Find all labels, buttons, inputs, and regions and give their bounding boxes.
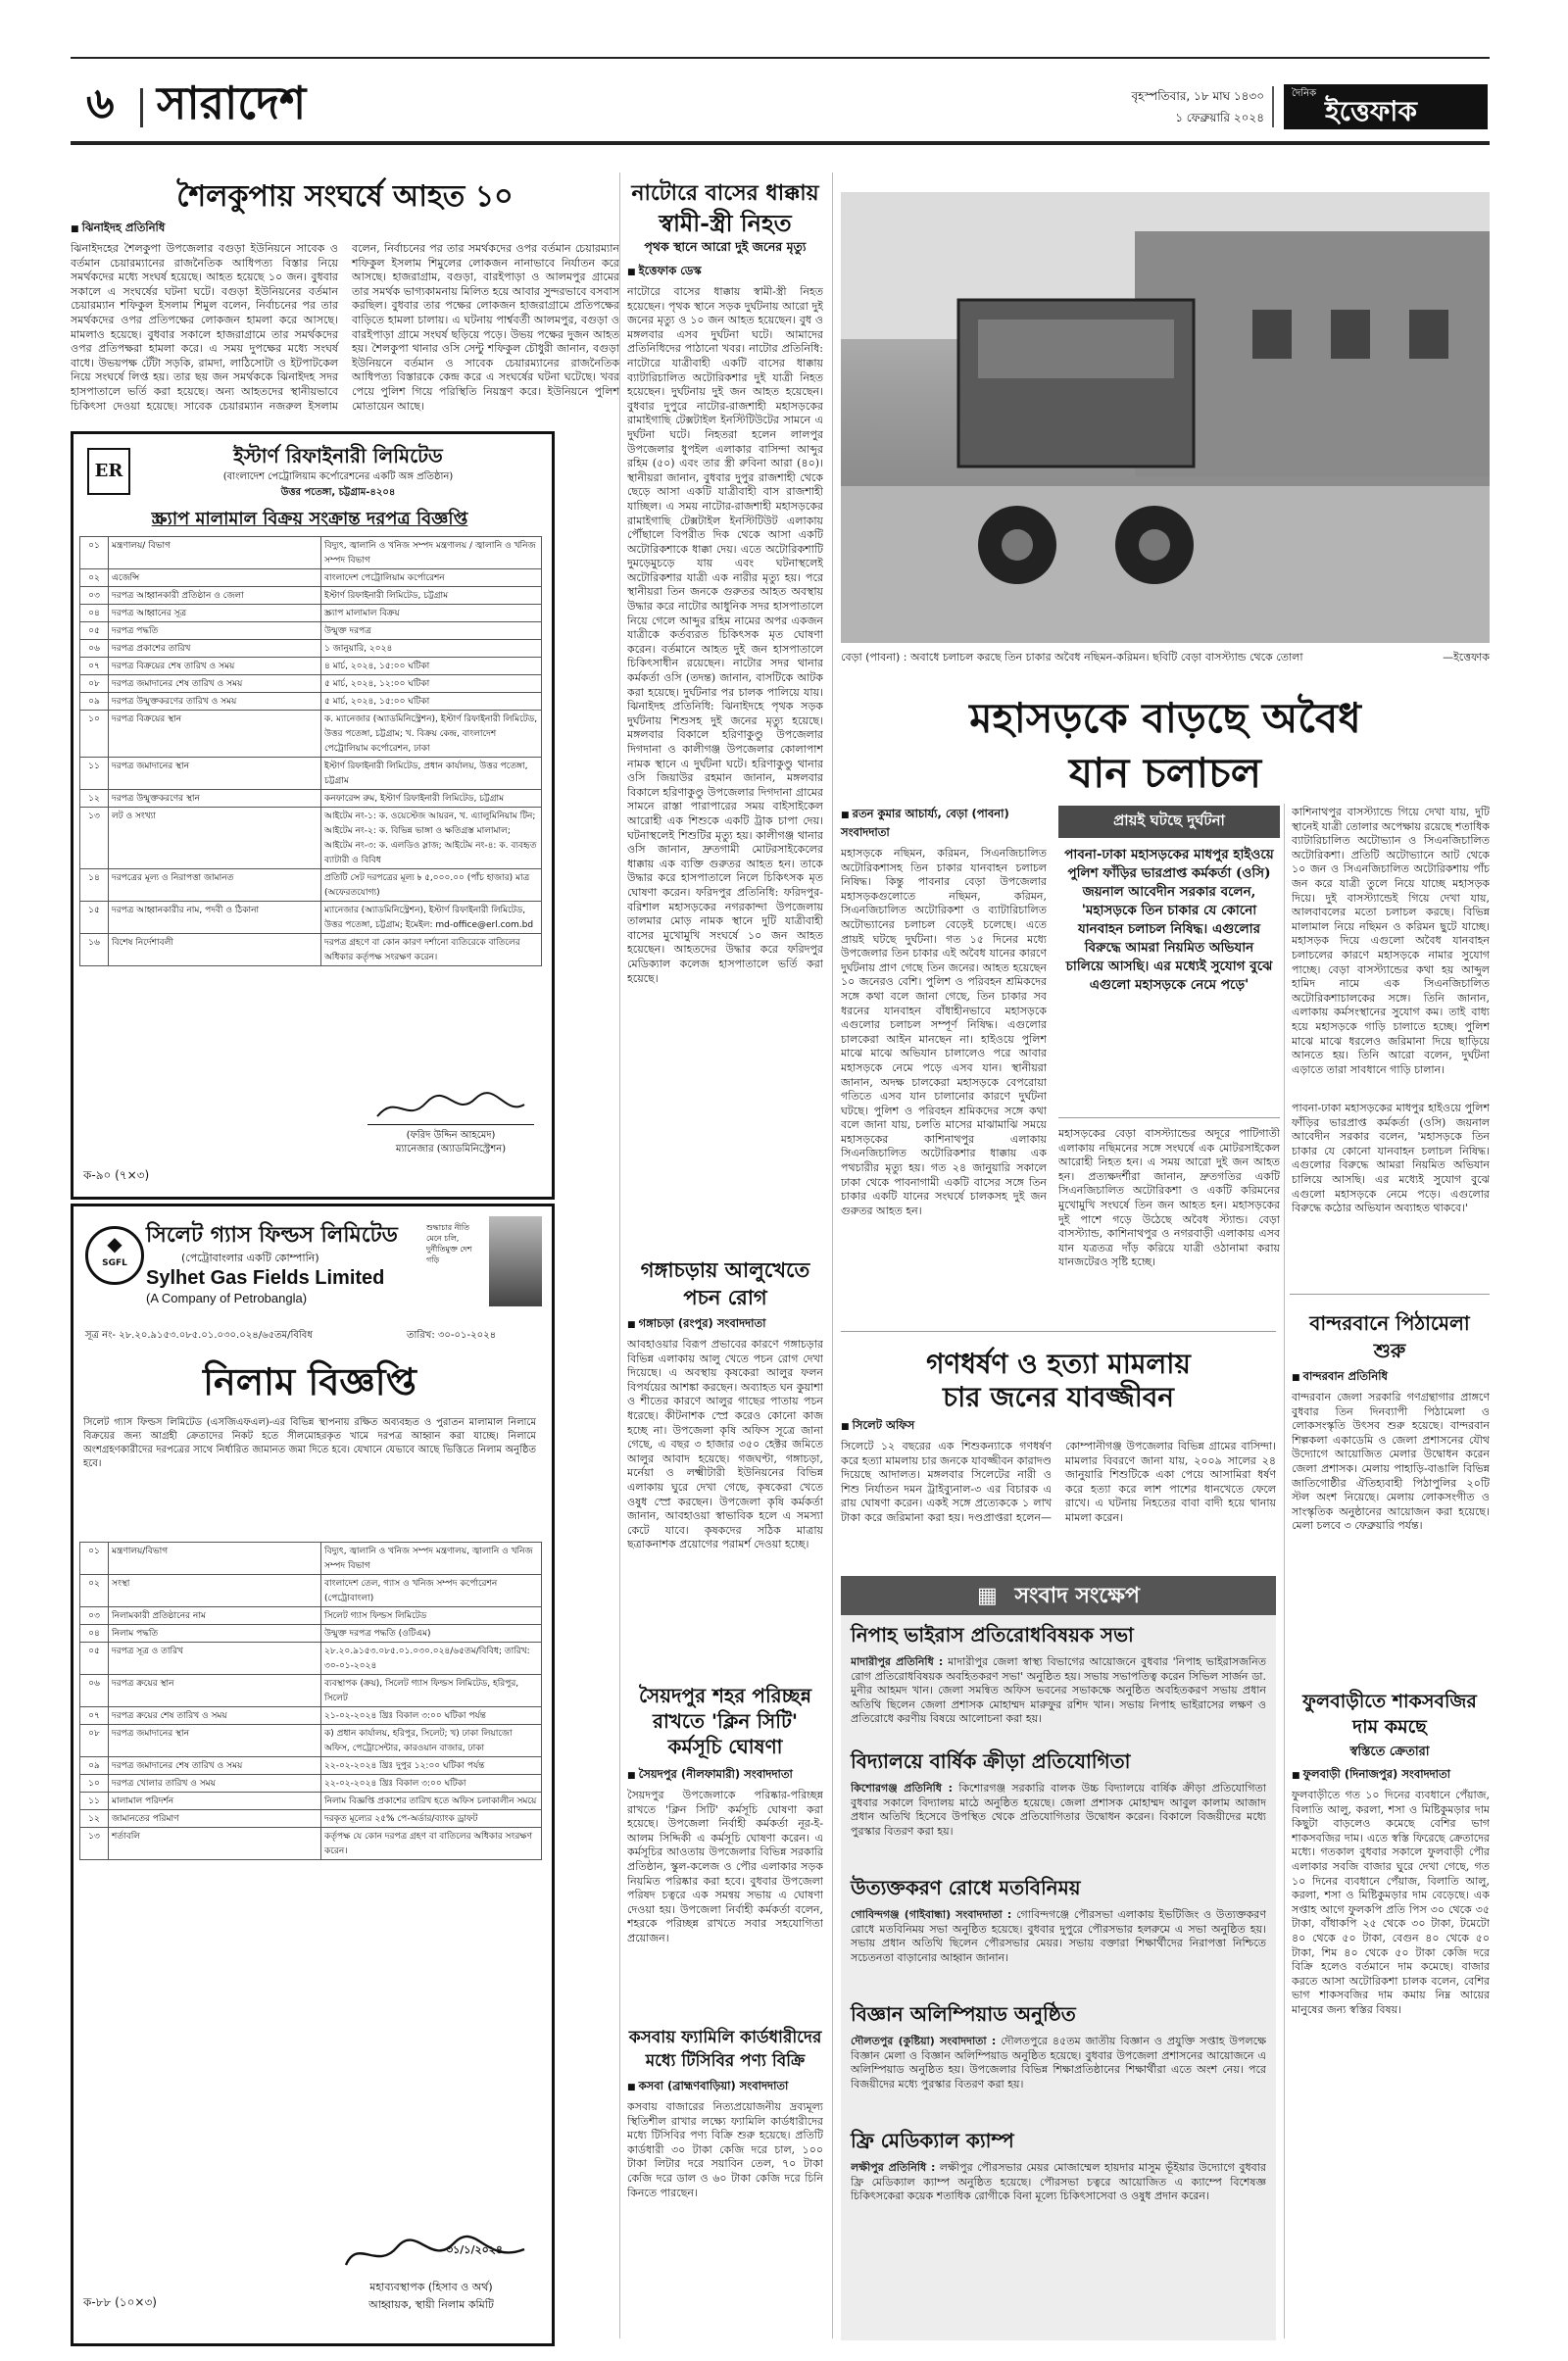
body-shoilkupa: ঝিনাইদহের শৈলকুপা উপজেলার বগুড়া ইউনিয়নে সাবেক ও বর্তমান চেয়ারম্যানের রাজনৈতিক আধিপত্য বিস্তার নিয়ে সমর্থকদের মধ্যে সংঘর্ষ হয়েছে। আহত হয়েছে ১০ জন। বুধবার সকালে এ সংঘর্ষের ঘটনা ঘটে। বগুড়া ইউনিয়নের বর্তমান চেয়ারম্যান শফিকুল ইসলাম শিমুল বলেন, নির্বাচনের পর তার সমর্থকদের ওপর প্রতিপক্ষের লোকজন হামলা করে আসছে। মামলাও হয়েছে। বুধবার সকালে হাজরাগ্রামে তার সমর্থকদের ওপর প্রতিপক্ষরা হামলা করে। এ সময় দুপক্ষের মধ্যে সংঘর্ষ বাধে। উভয়পক্ষ টেঁটা সড়কি, রামদা, লাঠিসোটা ও ইটপাটকেল নিয়ে সংঘর্ষে লিপ্ত হয়। তার ছয় জন সমর্থককে ঝিনাইদহ সদর হাসপাতালে ভর্তি করা হয়েছে। অন্য আহতদের স্থানীয়ভাবে চিকিৎসা দেওয়া হয়েছে। সাবেক চেয়ারম্যান নজরুল ইসলাম বলেন, নির্বাচনের পর তার সমর্থকদের ওপর বর্তমান চেয়ারম্যান শফিকুল ইসলাম শিমুলের লোকজন নানাভাবে নির্যাতন করে আসছে। হাজরাগ্রাম, বগুড়া, বারইপাড়া ও আলমপুর গ্রামের তার সমর্থক ভাগ্যকামনায় মিলিত হয়ে আবার সুন্দরভাবে বসবাস করছিল। বুধবার তার পক্ষের লোকজন হাজরাগ্রামে প্রতিপক্ষের বাড়িতে হামলা চালায়। এ ঘটনায় পার্শ্ববর্তী আলমপুর, বগুড়া ও বারইপাড়া গ্রামে সংঘর্ষ ছড়িয়ে পড়ে। উভয় পক্ষের দুজন আহত হয়। শৈলকুপা থানার ওসি সেন্টু শফিকুল চৌধুরী জানান, বগুড়া ইউনিয়নে বর্তমান ও সাবেক চেয়ারম্যানের রাজনৈতিক আধিপত্য বিস্তারকে কেন্দ্র করে এ সংঘর্ষের ঘটনা ঘটেছে। খবর পেয়ে পুলিশ গিয়ে পরিস্থিতি নিয়ন্ত্রণ করে। ইউনিয়নে পুলিশ মোতায়েন আছে। [71,242,619,413]
row-number: ১২ [80,790,109,808]
page-number-divider [140,88,143,127]
row-number: ১২ [80,1810,109,1828]
sgfl-table [79,1542,542,1860]
row-number: ০২ [80,1575,109,1607]
row-number: ১৩ [80,808,109,869]
row-value: ক) প্রধান কার্যালয়, হরিপুর, সিলেট; খ) ঢাকা লিয়াজো অফিস, পেট্রোসেন্টার, কারওয়ান বাজার, ঢাকা [321,1725,542,1757]
table-row [80,758,542,790]
row-number: ১০ [80,711,109,758]
byline-gangachara: ■ গঙ্গাচড়া (রংপুর) সংবাদদাতা [627,1315,823,1334]
top-rule [71,57,1490,59]
row-value: বাংলাদেশ পেট্রোলিয়াম কর্পোরেশন [321,569,542,587]
portrait-image [489,1216,542,1306]
table-row [80,1775,542,1793]
headline-saidpur-2: রাখতে 'ক্লিন সিটি' [652,1709,799,1733]
body-saidpur: সৈয়দপুর উপজেলাকে পরিষ্কার-পরিচ্ছন্ন রাখতে 'ক্লিন সিটি' কর্মসূচি ঘোষণা করা হয়েছে। উপজেলা নির্বাহী কর্মকর্তা নূর-ই-আলম সিদ্দিকী এ কর্মসূচি ঘোষণা করেন। এ কর্মসূচির আওতায় উপজেলার বিভিন্ন সরকারি প্রতিষ্ঠান, স্কুল-কলেজ ও পৌর এলাকার সড়ক নিয়মিত পরিষ্কার করা হবে। বুধবার উপজেলা পরিষদ চত্বরে এক সমন্বয় সভায় এ ঘোষণা দেওয়া হয়। উপজেলা নির্বাহী কর্মকর্তা বলেন, শহরকে পরিচ্ছন্ন রাখতে সবার সহযোগিতা প্রয়োজন। [627,1789,823,1944]
sgfl-company-bn: সিলেট গ্যাস ফিল্ডস লিমিটেড [146,1222,398,1248]
row-value: উন্মুক্ত দরপত্র [321,622,542,640]
row-label: সংস্থা [109,1575,321,1607]
brief-byline: লক্ষীপুর প্রতিনিধি : [851,2161,936,2174]
brief-byline: গোবিন্দগঞ্জ (গাইবান্ধা) সংবাদদাতা : [851,1908,1012,1921]
row-value: ব্যবস্থাপক (ক্রয়), সিলেট গ্যাস ফিল্ডস লিমিটেড, হরিপুর, সিলেট [321,1675,542,1707]
row-label: দরপত্র উন্মুক্তকরণের স্থান [109,790,321,808]
kicker-natore: পৃথক স্থানে আরো দুই জনের মৃত্যু [644,239,807,254]
sgfl-company-en: Sylhet Gas Fields Limited [146,1267,385,1289]
row-value: ২১-০২-২০২৪ খ্রিঃ বিকাল ৩:০০ ঘটিকা পর্যন্ত [321,1707,542,1725]
row-value: কনফারেন্স রুম, ইস্টার্ণ রিফাইনারী লিমিটেড, চট্টগ্রাম [321,790,542,808]
brief-body [851,1655,1266,1742]
briefs-list [841,1621,1276,2234]
row-number: ০৫ [80,1643,109,1675]
date-line: বৃহস্পতিবার, ১৮ মাঘ ১৪৩০ [1131,89,1264,103]
byline-rape: ■ সিলেট অফিস [841,1417,1276,1436]
headline-bandarban-2: শুরু [1373,1339,1406,1362]
row-number: ০৮ [80,675,109,693]
table-row [80,1707,542,1725]
divider-bandarban [1290,1294,1490,1295]
row-label: বিশেষ নির্দেশাবলী [109,934,321,966]
headline-shoilkupa: শৈলকুপায় সংঘর্ষে আহত ১০ [176,179,514,214]
byline-highway: ■ রতন কুমার আচার্য্য, বেড়া (পাবনা) সংবাদদাতা [841,806,1047,843]
body-rape: সিলেটে ১২ বছরের এক শিশুকন্যাকে গণধর্ষণ করে হত্যা মামলায় চার জনকে যাবজ্জীবন কারাদণ্ড দিয়েছে আদালত। মঙ্গলবার সিলেটের নারী ও শিশু নির্যাতন দমন ট্রাইব্যুনাল-৩ এর বিচারক এ রায় ঘোষণা করেন। একই সঙ্গে প্রত্যেককে ১ লাখ টাকা করে জরিমানা করা হয়। দণ্ডপ্রাপ্তরা হলেন— কোম্পানীগঞ্জ উপজেলার বিভিন্ন গ্রামের বাসিন্দা। মামলার বিবরণে জানা যায়, ২০০৯ সালের ২৪ জানুয়ারি শিশুটিকে একা পেয়ে আসামিরা ধর্ষণ করে হত্যা করে লাশ পাশের ধানখেতে ফেলে রাখে। এ ঘটনায় নিহতের বাবা বাদী হয়ে থানায় মামলা করেন। [841,1440,1276,1524]
row-value: ২৮.২০.৯১৫৩.০৮৫.০১.০৩০.০২৪/৬৫তম/বিবিধ; তারিখ: ৩০-০১-২০২৪ [321,1643,542,1675]
row-number: ০৩ [80,587,109,605]
byline-bandarban: ■ বান্দরবান প্রতিনিধি [1292,1368,1490,1387]
table-row [80,1793,542,1810]
callout-tag: প্রায়ই ঘটছে দুর্ঘটনা [1058,806,1280,838]
section-title: সারাদেশ [157,76,307,129]
brief-title: উত্যক্তকরণ রোধে মতবিনিময় [851,1876,1081,1899]
body-gangachara: আবহাওয়ার বিরূপ প্রভাবের কারণে গঙ্গাচড়ার বিভিন্ন এলাকায় আলু খেতে পচন রোগ দেখা দিয়েছে। এ অবস্থায় কৃষকেরা আলুর ফলন বিপর্যয়ের আশঙ্কা করছেন। অব্যাহত ঘন কুয়াশা ও শীতের কারণে আলুর গাছের পাতায় পচন ধরেছে। কীটনাশক স্প্রে করেও কোনো কাজ হচ্ছে না। উপজেলা কৃষি অফিস সূত্রে জানা গেছে, এ বছর ৩ হাজার ৩৫০ হেক্টর জমিতে আলুর আবাদ হয়েছে। গজঘণ্টা, গঙ্গাচড়া, মর্নেয়া ও লক্ষ্মীটারী ইউনিয়নের বিভিন্ন এলাকায় ঘুরে দেখা গেছে, কৃষকেরা খেতে ওষুধ স্প্রে করছেন। উপজেলা কৃষি কর্মকর্তা জানান, আবহাওয়া স্বাভাবিক হলে এ সমস্যা কেটে যাবে। কৃষকদের সঠিক মাত্রায় ছত্রাকনাশক প্রয়োগের পরামর্শ দেওয়া হচ্ছে। [627,1338,823,1551]
row-value: দরকৃত মূল্যের ২৫% পে-অর্ডার/ব্যাংক ড্রাফট [321,1810,542,1828]
logo-small-text: দৈনিক [1292,88,1317,99]
table-row [80,808,542,869]
callout-box [1058,806,1280,1118]
headline-highway-1: মহাসড়কে বাড়ছে অবৈধ [969,694,1361,742]
row-label: দরপত্র পদ্ধতি [109,622,321,640]
brief-title: ফ্রি মেডিক্যাল ক্যাম্প [851,2129,1014,2152]
table-row [80,537,542,569]
date-divider [1272,86,1274,127]
row-value: ১ জানুয়ারি, ২০২৪ [321,640,542,658]
newspaper-logo [1284,84,1488,129]
erl-ad-code: ক-৯০ (৭×৩) [83,1168,150,1182]
row-number: ০১ [80,537,109,569]
body-highway-1: মহাসড়কে নছিমন, করিমন, সিএনজিচালিত অটোরিকশাসহ তিন চাকার যানবাহন চলাচল নিষিদ্ধ। কিন্তু পাবনার বেড়া উপজেলার মহাসড়কগুলোতে নছিমন, করিমন, সিএনজিচালিত অটোরিকশা ও ব্যাটারিচালিত অটোভ্যানের চলাচল বেড়েই চলেছে। এতে প্রায়ই ঘটছে দুর্ঘটনা। গত ১৫ দিনের মধ্যে উপজেলার তিন চাকার এই অবৈধ যানের কারণে দুর্ঘটনায় প্রাণ গেছে তিন জনের। আহত হয়েছেন ১০ জনেরও বেশি। পুলিশ ও পরিবহন শ্রমিকদের সঙ্গে কথা বলে জানা গেছে, তিন চাকার সব ধরনের যানবাহন বাঁধাহীনভাবে মহাসড়কে এগুলোর চলাচল সম্পূর্ণ নিষিদ্ধ। এগুলোর চালকেরা আইন মানছেন না। হাইওয়ে পুলিশ মাঝে মাঝে অভিযান চালালেও পরে আবার মহাসড়কে নেমে পড়ে এসব যান। স্থানীয়রা জানান, অদক্ষ চালকেরা মহাসড়কে বেপরোয়া গতিতে এসব যান চালানোর কারণে দুর্ঘটনা ঘটছে। পুলিশ ও পরিবহন শ্রমিকদের সঙ্গে কথা বলে জানা যায়, চলতি মাসের মাঝামাঝি সময়ে মহাসড়কের কাশিনাথপুর এলাকায় সিএনজিচালিত অটোরিকশার ধাক্কায় এক পথচারীর মৃত্যু হয়। গত ২৪ জানুয়ারি সকালে ঢাকা থেকে পাবনাগামী একটি বাসের সঙ্গে তিন চাকার একটি যানের সংঘর্ষে চালকসহ দুই জন গুরুতর আহত হন। [841,847,1047,1217]
row-label: দরপত্র আহ্বানকারী প্রতিষ্ঠান ও জেলা [109,587,321,605]
table-row [80,1757,542,1775]
body-natore: নাটোরে বাসের ধাক্কায় স্বামী-স্ত্রী নিহত হয়েছেন। পৃথক স্থানে সড়ক দুর্ঘটনায় আরো দুই জনের মৃত্যু ও ১০ জন আহত হয়েছেন। বুধ ও মঙ্গলবার এসব দুর্ঘটনা ঘটে। আমাদের প্রতিনিধিদের পাঠানো খবর। নাটোর প্রতিনিধি: নাটোরে যাত্রীবাহী একটি বাসের ধাক্কায় ব্যাটারিচালিত অটোরিকশার দুই যাত্রী নিহত হয়েছেন। দুর্ঘটনায় দুই জন আহত হয়েছেন। বুধবার দুপুরে নাটোর-রাজশাহী মহাসড়কের রামাইগাছি টেক্সটাইল ইনস্টিটিউটের সামনে এ দুর্ঘটনা ঘটে। নিহতরা হলেন লালপুর উপজেলার ধুপইল এলাকার বাসিন্দা আব্দুর রহিম (৫০) এবং তার স্ত্রী রুবিনা আরা (৪০)। স্থানীয়রা জানান, বুধবার দুপুর রাজশাহী থেকে ছেড়ে আসা একটি যাত্রীবাহী বাস রাজশাহী যাচ্ছিল। এ সময় নাটোর-রাজশাহী মহাসড়কের রামাইগাছি টেক্সটাইল ইনস্টিটিউট এলাকায় পৌঁছালে বিপরীত দিক থেকে আসা একটি অটোরিকশাকে ধাক্কা দেয়। এতে অটোরিকশাটি দুমড়েমুচড়ে যায় এবং ঘটনাস্থলেই অটোরিকশার যাত্রী এক নারীর মৃত্যু হয়। পরে স্থানীয়রা তিন জনকে গুরুতর আহত অবস্থায় উদ্ধার করে নাটোর আধুনিক সদর হাসপাতালে নিয়ে গেলে আব্দুর রহিম নামের অপর একজন যাত্রীকে কর্তব্যরত চিকিৎসক মৃত ঘোষণা করেন। বর্তমানে আহত দুই জন হাসপাতালে চিকিৎসাধীন রয়েছেন। নাটোর সদর থানার কর্মকর্তা ওসি (তদন্ত) জানান, বাসটিকে আটক করা হয়েছে। দুর্ঘটনার পর চালক পালিয়ে যায়। ঝিনাইদহ প্রতিনিধি: ঝিনাইদহে পৃথক সড়ক দুর্ঘটনায় শিশুসহ দুই জনের মৃত্যু হয়েছে। মঙ্গলবার বিকালে হরিণাকুণ্ডু উপজেলার দিগদানা ও কালীগঞ্জ উপজেলার কোলাপাশ নামক স্থানে এ দুর্ঘটনা ঘটে। হরিণাকুণ্ডু থানার ওসি জিয়াউর রহমান জানান, মঙ্গলবার বিকালে হরিণাকুণ্ডু উপজেলার দিগদানা গ্রামের সামনে রাস্তা পারাপারের সময় বাইসাইকেল আরোহী এক শিশুকে একটি ট্রাক চাপা দেয়। ঘটনাস্থলেই শিশুটির মৃত্যু হয়। কালীগঞ্জ থানার ওসি জানান, দ্রুতগামী মোটরসাইকেলের ধাক্কায় এক ব্যক্তি গুরুতর আহত হন। তাকে উদ্ধার করে হাসপাতালে নিলে চিকিৎসক মৃত ঘোষণা করেন। ফরিদপুর প্রতিনিধি: ফরিদপুর-বরিশাল মহাসড়কের নগরকান্দা উপজেলায় তালমার মোড় নামক স্থানে দুটি যাত্রীবাহী বাসের মুখোমুখি সংঘর্ষে ১০ জন আহত হয়েছেন। আহতদের উদ্ধার করে ফরিদপুর মেডিক্যাল কলেজ হাসপাতালে ভর্তি করা হয়েছে। [627,285,823,985]
sgfl-logo-text: SGFL [102,1258,127,1268]
headline-kasba-2: মধ্যে টিসিবির পণ্য বিক্রি [645,2051,806,2071]
row-number: ০৭ [80,1707,109,1725]
row-number: ১১ [80,1793,109,1810]
table-row [80,1643,542,1675]
table-row [80,1828,542,1860]
masthead-bottom-rule [71,141,1490,145]
brief-body [851,1782,1266,1868]
photo-three-wheeler [841,192,1490,643]
table-row [80,869,542,902]
row-value: আইটেম নং-১: ক. ওয়েস্টেজ আয়রন, খ. এ্যালুমিনিয়াম টিন; আইটেম নং-২: ক. বিভিন্ন ভাঙ্গা ও ক্ষতিগ্রস্ত মালামাল; আইটেম নং-৩: ক. এলডিও স্লাজ; আইটেম নং-৪: ক. ব্যবহৃত ব্যাটারী ও বিবিধ [321,808,542,869]
byline-shoilkupa: ■ ঝিনাইদহ প্রতিনিধি [71,220,619,238]
signature-scribble [338,2232,534,2275]
newspaper-icon: ▦ [977,1583,998,1608]
brief-item [851,1621,1266,1742]
story-gangachara [627,1315,823,1672]
sgfl-logo [85,1226,144,1285]
row-value: ৫ মার্চ, ২০২৪, ১২:০০ ঘটিকা [321,675,542,693]
table-row [80,640,542,658]
row-label: দরপত্র জমাদানের স্থান [109,1725,321,1757]
row-number: ০৪ [80,1625,109,1643]
row-value: বাংলাদেশ তেল, গ্যাস ও খনিজ সম্পদ কর্পোরেশন (পেট্রোবাংলা) [321,1575,542,1607]
row-value: ক. ম্যানেজার (অ্যাডমিনিস্ট্রেশন), ইস্টার্ণ রিফাইনারী লিমিটেড, উত্তর পতেঙ্গা, চট্টগ্রাম; খ. বিক্রয় কেন্দ্র, বাংলাদেশ পেট্রোলিয়াম কর্পোরেশন, ঢাকা [321,711,542,758]
brief-title: নিপাহ ভাইরাস প্রতিরোধবিষয়ক সভা [851,1623,1134,1647]
row-number: ০৩ [80,1607,109,1625]
row-number: ১০ [80,1775,109,1793]
row-number: ০৯ [80,1757,109,1775]
headline-highway-2: যান চলাচল [1068,749,1262,797]
row-value: ২২-০২-২০২৪ খ্রিঃ দুপুর ১২:০০ ঘটিকা পর্যন্ত [321,1757,542,1775]
row-label: দরপত্রের মূল্য ও নিরাপত্তা জামানত [109,869,321,902]
headline-kasba-1: কসবায় ফ্যামিলি কার্ডধারীদের [628,2028,822,2047]
headline-rape-2: চার জনের যাবজ্জীবন [942,1381,1175,1413]
body-highway-3: কাশিনাথপুর বাসস্ট্যান্ডে গিয়ে দেখা যায়, দুটি স্থানেই যাত্রী তোলার অপেক্ষায় রয়েছে শতাধিক ব্যাটারিচালিত অটোভ্যান ও সিএনজিচালিত অটোরিকশা। প্রতিটি অটোভ্যানে আট থেকে ১০ জন ও সিএনজিচালিত অটোরিকশায় পাঁচ জন করে যাত্রী তুলে নিয়ে যাচ্ছে মহাসড়ক দিয়ে। দুই বাসস্ট্যান্ডেই গিয়ে দেখা যায়, আলবাবলের মতো চলাচল করছে। বিভিন্ন মালামাল নিয়ে নছিমন ও করিমন ছুটে যাচ্ছে। মহাসড়ক দিয়ে এগুলো অবৈধ যানবাহন চলাচলের কারণে মহাসড়কে নামার সুযোগ পাচ্ছে। বেড়া বাসস্ট্যান্ডের কথা হয় আব্দুল হামিদ নামে এক সিএনজিচালিত অটোরিকশাচালকের সঙ্গে। তিনি জানান, এলাকায় কর্মসংস্থানের সুযোগ কম। তাই বাধ্য হয়ে মহাসড়কে গাড়ি চালাতে হচ্ছে। পুলিশ মাঝে মাঝে ধরলেও জরিমানা দিয়ে ছাড়িয়ে আনতে হয়। তিনি আরো বলেন, দুর্ঘটনা এড়াতে তারা সাবধানে গাড়ি চালান। [1292,806,1490,1076]
row-label: শর্তাবলি [109,1828,321,1860]
table-row [80,711,542,758]
logo-name: ইত্তেফাক [1325,95,1418,127]
story-shoilkupa [71,220,619,423]
table-row [80,902,542,934]
sgfl-slogan: শুদ্ধাচার নীতি মেনে চলি, দুর্নীতিমুক্ত দেশ গড়ি [426,1223,472,1264]
body-kasba: কসবায় বাজারের নিত্যপ্রয়োজনীয় দ্রব্যমূল্য স্থিতিশীল রাখার লক্ষ্যে ফ্যামিলি কার্ডধারীদের মধ্যে টিসিবির পণ্য বিক্রি শুরু হয়েছে। প্রতিটি কার্ডধারী ৩০ টাকা কেজি দরে চাল, ১০০ টাকা লিটার দরে সয়াবিন তেল, ৭০ টাকা কেজি দরে ডাল ও ৬০ টাকা কেজি দরে চিনি কিনতে পারছেন। [627,2100,823,2199]
flame-icon: ◆ [107,1232,122,1255]
erl-subtitle: (বাংলাদেশ পেট্রোলিয়াম কর্পোরেশনের একটি অঙ্গ প্রতিষ্ঠান) [222,471,454,482]
row-value: ৫ মার্চ, ২০২৪, ১৫:০০ ঘটিকা [321,693,542,711]
byline-saidpur: ■ সৈয়দপুর (নীলফামারী) সংবাদদাতা [627,1766,823,1785]
photo-caption [841,649,1490,667]
body-fulbari: ফুলবাড়ীতে গত ১০ দিনের ব্যবধানে পেঁয়াজ, বিলাতি আলু, করলা, শসা ও মিষ্টিকুমড়ার দাম কিছুটা বাড়লেও কমেছে বেশির ভাগ শাকসবজির দাম। এতে স্বস্তি ফিরেছে ক্রেতাদের মধ্যে। গতকাল বুধবার সকালে ফুলবাড়ী পৌর এলাকার সবজি বাজার ঘুরে দেখা গেছে, গত ১০ দিনের ব্যবধানে পেঁয়াজ, বিলাতি আলু, করলা, শসা ও মিষ্টিকুমড়ার দাম বেড়েছে। এক সপ্তাহ আগে ফুলকপি প্রতি পিস ৩০ থেকে ৩৫ টাকা, বাঁধাকপি ২৫ থেকে ৩০ টাকা, টমেটো ৪০ থেকে ৫০ টাকা, বেগুন ৪০ থেকে ৫০ টাকা, শিম ৪০ থেকে ৫০ টাকা কেজি দরে বিক্রি হলেও বর্তমানে দাম কমেছে। বাজার করতে আসা অটোরিকশা চালক বলেন, বেশির ভাগ শাকসবজির দাম কমায় নিম্ন আয়ের মানুষের জন্য স্বস্তির বিষয়। [1292,1789,1490,2016]
row-label: জামানতের পরিমাণ [109,1810,321,1828]
brief-item [851,2127,1266,2234]
row-number: ০৭ [80,658,109,675]
byline-natore: ■ ইত্তেফাক ডেস্ক [627,263,823,281]
row-label: দরপত্র প্রকাশের তারিখ [109,640,321,658]
row-value: সিলেট গ্যাস ফিল্ডস লিমিটেড [321,1607,542,1625]
english-date: ১ ফেব্রুয়ারি ২০২৪ [1175,111,1264,124]
row-value: নিলাম বিজ্ঞপ্তি প্রকাশের তারিখ হতে অফিস চলাকালীন সময়ে [321,1793,542,1810]
table-row [80,1810,542,1828]
row-label: লট ও সংখ্যা [109,808,321,869]
story-saidpur [627,1766,823,2015]
row-value: ২২-০২-২০২৪ খ্রিঃ বিকাল ৩:০০ ঘটিকা [321,1775,542,1793]
brief-text: মাদারীপুর জেলা স্বাস্থ্য বিভাগের আয়োজনে বুধবার 'নিপাহ ভাইরাসজনিত রোগ প্রতিরোধবিষয়ক অবহিতকরণ সভা' অনুষ্ঠিত হয়। সভায় সভাপতিত্ব করেন সিভিল সার্জন ডা. মুনীর আহমদ খান। জেলা সমন্বিত অফিস ভবনের সভাকক্ষে অনুষ্ঠিত অবহিতকরণ সভায় প্রধান অতিথি ছিলেন জেলা প্রশাসক মোহাম্মদ মারুফুর রশিদ খান। সভায় নিপাহ ভাইরাসের লক্ষণ ও প্রতিরোধে করণীয় বিষয়ে আলোচনা করা হয়। [851,1655,1266,1726]
row-label: দরপত্র ক্রয়ের শেষ তারিখ ও সময় [109,1707,321,1725]
table-row [80,675,542,693]
row-label: মালামাল পরিদর্শন [109,1793,321,1810]
callout-text: পাবনা-ঢাকা মহাসড়কের মাধপুর হাইওয়ে পুলিশ ফাঁড়ির ভারপ্রাপ্ত কর্মকর্তা (ওসি) জয়নাল আবেদীন সরকার বলেন, 'মহাসড়কে তিন চাকার যে কোনো যানবাহন চলাচল নিষিদ্ধ। এগুলোর বিরুদ্ধে আমরা নিয়মিত অভিযান চালিয়ে আসছি। এর মধ্যেই সুযোগ বুঝে এগুলো মহাসড়কে নেমে পড়ে' [1064,847,1274,993]
row-number: ১৪ [80,869,109,902]
briefs-box [841,1576,1276,2340]
table-row [80,1607,542,1625]
column-rule [619,172,620,2338]
caption-credit: —ইত্তেফাক [1443,651,1490,664]
row-label: দরপত্র আহ্বানকারীর নাম, পদবী ও ঠিকানা [109,902,321,934]
headline-natore-2: স্বামী-স্ত্রী নিহত [659,209,792,237]
table-row [80,622,542,640]
row-value: বিদ্যুৎ, জ্বালানি ও খনিজ সম্পদ মন্ত্রণালয়, জ্বালানি ও খনিজ সম্পদ বিভাগ [321,1543,542,1575]
row-number: ০৯ [80,693,109,711]
row-value: দরপত্র গ্রহণে বা কোন কারণ দর্শানো ব্যতিরেকে বাতিলের অধিকার কর্তৃপক্ষ সংরক্ষণ করেন। [321,934,542,966]
table-row [80,1675,542,1707]
sgfl-ref: সূত্র নং- ২৮.২০.৯১৫৩.০৮৫.০১.০৩০.০২৪/৬৫তম/বিবিধ [85,1330,313,1341]
row-number: ০৬ [80,640,109,658]
row-label: নিলাম পদ্ধতি [109,1625,321,1643]
headline-rape-1: গণধর্ষণ ও হত্যা মামলায় [926,1348,1191,1380]
row-label: দরপত্র জমাদানের শেষ তারিখ ও সময় [109,675,321,693]
brief-item [851,1747,1266,1868]
row-value: কর্তৃপক্ষ যে কোন দরপত্র গ্রহণ বা বাতিলের অধিকার সংরক্ষণ করেন। [321,1828,542,1860]
headline-fulbari-2: দাম কমছে [1352,1716,1427,1738]
table-row [80,605,542,622]
row-number: ১৫ [80,902,109,934]
table-row [80,934,542,966]
page-number: ৬ [86,78,115,128]
sgfl-sub-bn: (পেট্রোবাংলার একটি কোম্পানি) [181,1252,319,1264]
brief-body [851,2035,1266,2121]
row-label: মন্ত্রণালয়/ বিভাগ [109,537,321,569]
brief-text: দৌলতপুরে ৪৫তম জাতীয় বিজ্ঞান ও প্রযুক্তি সপ্তাহ উপলক্ষে বিজ্ঞান মেলা ও বিজ্ঞান অলিম্পিয়াড অনুষ্ঠিত হয়েছে। বুধবার উপজেলা প্রশাসনের আয়োজনে এ অলিম্পিয়াড অনুষ্ঠিত হয়। উপজেলার বিভিন্ন শিক্ষাপ্রতিষ্ঠানের শিক্ষার্থীরা এতে অংশ নেয়। পরে বিজয়ীদের মধ্যে পুরস্কার বিতরণ করা হয়। [851,2035,1266,2090]
row-value: উন্মুক্ত দরপত্র পদ্ধতি (ওটিএম) [321,1625,542,1643]
briefs-banner [841,1576,1276,1615]
row-value: ৪ মার্চ, ২০২৪, ১৫:০০ ঘটিকা [321,658,542,675]
sgfl-ad-code: ক-৮৮ (১০×৩) [83,2295,157,2309]
story-natore [627,263,823,1243]
row-value: বিদ্যুৎ, জ্বালানি ও খনিজ সম্পদ মন্ত্রণালয় / জ্বালানি ও খনিজ সম্পদ বিভাগ [321,537,542,569]
body-highway-2: মহাসড়কের বেড়া বাসস্ট্যান্ডের অদূরে পাটিগাতী এলাকায় নছিমনের সঙ্গে সংঘর্ষে এক মোটরসাইকেল আরোহী নিহত হন। এ সময় আরো দুই জন আহত হন। প্রত্যক্ষদর্শীরা জানান, দ্রুতগতির একটি সিএনজিচালিত অটোরিকশা ও একটি করিমনের মুখোমুখি সংঘর্ষে তিন জন আহত হন। মহাসড়কের দুই পাশে গড়ে উঠেছে অবৈধ স্ট্যান্ড। বেড়া বাসস্ট্যান্ড, কাশিনাথপুর ও নগরবাড়ী এলাকায় এসব যান যত্রতত্র দাঁড় করিয়ে যাত্রী ওঠানামা করায় যানজটেরও সৃষ্টি হচ্ছে। [1058,1127,1280,1269]
erl-signature [368,1089,534,1125]
photo-vehicle-illustration [841,192,1490,643]
table-row [80,1543,542,1575]
row-number: ০২ [80,569,109,587]
row-number: ১৬ [80,934,109,966]
table-row [80,587,542,605]
erl-company: ইস্টার্ণ রিফাইনারী লিমিটেড [233,444,443,467]
row-label: এজেন্সি [109,569,321,587]
row-label: দরপত্র উন্মুক্তকরণের তারিখ ও সময় [109,693,321,711]
row-number: ০৮ [80,1725,109,1757]
table-row [80,790,542,808]
row-label: দরপত্র আহ্বানের সূত্র [109,605,321,622]
headline-gangachara-2: পচন রোগ [683,1285,767,1309]
sgfl-sign-name: মহাব্যবস্থাপক (হিসাব ও অর্থ) [369,2281,493,2293]
signature-scribble [368,1089,534,1124]
body-highway-4: পাবনা-ঢাকা মহাসড়কের মাধপুর হাইওয়ে পুলিশ ফাঁড়ির ভারপ্রাপ্ত কর্মকর্তা (ওসি) জয়নাল আবেদীন সরকার বলেন, 'মহাসড়কে তিন চাকার যে কোনো যানবাহন চলাচল নিষিদ্ধ। এগুলোর বিরুদ্ধে আমরা নিয়মিত অভিযান চালিয়ে আসছি। এর মধ্যেই সুযোগ বুঝে এগুলো মহাসড়কে নেমে পড়ে। এগুলোর বিরুদ্ধে কঠোর অভিযান অব্যাহত থাকবে।' [1292,1102,1490,1215]
byline-kasba: ■ কসবা (ব্রাহ্মণবাড়িয়া) সংবাদদাতা [627,2078,823,2096]
row-number: ০৬ [80,1675,109,1707]
row-label: দরপত্র ক্রয়ের স্থান [109,1675,321,1707]
headline-saidpur-3: কর্মসূচি ঘোষণা [667,1735,783,1758]
story-highway-col1 [841,806,1047,1325]
brief-title: বিজ্ঞান অলিম্পিয়াড অনুষ্ঠিত [851,2002,1076,2026]
table-row [80,658,542,675]
brief-body [851,1908,1266,1994]
row-number: ০৫ [80,622,109,640]
sgfl-intro: সিলেট গ্যাস ফিল্ডস লিমিটেড (এসজিএফএল)-এর বিভিন্ন স্থাপনায় রক্ষিত অব্যবহৃত ও পুরাতন মালামাল নিলামে বিক্রয়ের জন্য আগ্রহী ক্রেতাদের নিকট হতে সীলমোহরকৃত খামে দরপত্র আহ্বান করা যাচ্ছে। নিলামে অংশগ্রহণকারীদের দরপত্রের সাথে নির্ধারিত জামানত জমা দিতে হবে। যেখানে যেভাবে আছে ভিত্তিতে নিলাম অনুষ্ঠিত হবে। [83,1417,536,1469]
headline-natore-1: নাটোরে বাসের ধাক্কায় [631,180,819,206]
table-row [80,693,542,711]
row-value: ম্যানেজার (অ্যাডমিনিস্ট্রেশন), ইস্টার্ণ রিফাইনারী লিমিটেড, উত্তর পতেঙ্গা, চট্টগ্রাম; ইমেইল: md-office@erl.com.bd [321,902,542,934]
brief-byline: দৌলতপুর (কুষ্টিয়া) সংবাদদাতা : [851,2035,997,2047]
sgfl-sign-title: আহ্বায়ক, স্থায়ী নিলাম কমিটি [368,2298,494,2311]
erl-logo: ER [87,448,130,495]
row-value: প্রতিটি সেট দরপত্রের মূল্য ৳ ৫,০০০.০০ (পাঁচ হাজার) মাত্র (অফেরতযোগ্য) [321,869,542,902]
story-kasba [627,2078,823,2336]
erl-title: স্ক্র্যাপ মালামাল বিক্রয় সংক্রান্ত দরপত্র বিজ্ঞপ্তি [151,509,468,529]
story-fulbari [1292,1766,1490,2340]
row-label: নিলামকারী প্রতিষ্ঠানের নাম [109,1607,321,1625]
row-label: দরপত্র খোলার তারিখ ও সময় [109,1775,321,1793]
byline-fulbari: ■ ফুলবাড়ী (দিনাজপুর) সংবাদদাতা [1292,1766,1490,1785]
erl-sign-title: ম্যানেজার (অ্যাডমিনিস্ট্রেশন) [395,1144,507,1155]
row-number: ০১ [80,1543,109,1575]
row-value: ইস্টার্ণ রিফাইনারী লিমিটেড, প্রধান কার্যালয়, উত্তর পতেঙ্গা, চট্টগ্রাম [321,758,542,790]
divider-rape [841,1331,1276,1332]
brief-body [851,2161,1266,2234]
brief-text: লক্ষীপুর পৌরসভার মেয়র মোজাম্মেল হায়দার মাসুম ভূঁইয়ার উদ্যোগে বুধবার ফ্রি মেডিক্যাল ক্যাম্প অনুষ্ঠিত হয়েছে। পৌরসভা চত্বরে আয়োজিত এ ক্যাম্পে বিশেষজ্ঞ চিকিৎসকেরা কয়েক শতাধিক রোগীকে বিনা মূল্যে চিকিৎসাসেবা ও ওষুধ প্রদান করেন। [851,2161,1266,2203]
erl-sign-name: (ফরিদ উদ্দিন আহমেদ) [406,1130,496,1141]
story-rape [841,1417,1276,1564]
row-label: দরপত্র জমাদানের স্থান [109,758,321,790]
brief-byline: মাদারীপুর প্রতিনিধি : [851,1655,944,1668]
row-label: দরপত্র জমাদানের শেষ তারিখ ও সময় [109,1757,321,1775]
table-row [80,569,542,587]
ad-sgfl-auction [71,1204,555,2346]
headline-bandarban-1: বান্দরবানে পিঠামেলা [1309,1311,1470,1335]
row-number: ১১ [80,758,109,790]
table-row [80,1575,542,1607]
column-rule [832,172,833,2338]
column-rule [1284,804,1285,2338]
brief-title: বিদ্যালয়ে বার্ষিক ক্রীড়া প্রতিযোগিতা [851,1749,1131,1773]
sgfl-sign-date: ৩১/১/২০২৪ [446,2243,504,2256]
row-value: স্ক্র্যাপ মালামাল বিক্রয় [321,605,542,622]
sgfl-ref-date: তারিখ: ৩০-০১-২০২৪ [407,1330,497,1341]
row-label: মন্ত্রণালয়/বিভাগ [109,1543,321,1575]
row-value: ইস্টার্ণ রিফাইনারী লিমিটেড, চট্টগ্রাম [321,587,542,605]
headline-fulbari-1: ফুলবাড়ীতে শাকসবজির [1302,1691,1477,1712]
row-label: দরপত্র সূত্র ও তারিখ [109,1643,321,1675]
row-number: ০৪ [80,605,109,622]
sgfl-sub-en: (A Company of Petrobangla) [146,1291,308,1305]
row-label: দরপত্র বিক্রয়ের স্থান [109,711,321,758]
brief-item [851,2000,1266,2121]
brief-text: গোবিন্দগঞ্জে পৌরসভা এলাকায় ইভটিজিং ও উত্যক্তকরণ রোধে মতবিনিময় সভা অনুষ্ঠিত হয়েছে। বুধবার দুপুরে পৌরসভার হলরুমে এ সভা অনুষ্ঠিত হয়। সভায় প্রধান অতিথি ছিলেন পৌরসভার মেয়র। সভায় বক্তারা শিক্ষার্থীদের নিরাপত্তা নিশ্চিতে সচেতনতা বাড়ানোর আহ্বান জানান। [851,1908,1266,1964]
body-bandarban: বান্দরবান জেলা সরকারি গণগ্রন্থাগার প্রাঙ্গণে বুধবার তিন দিনব্যাপী পিঠামেলা ও লোকসংস্কৃতি উৎসব শুরু হয়েছে। বান্দরবান শিল্পকলা একাডেমি ও জেলা প্রশাসনের যৌথ উদ্যোগে আয়োজিত মেলার উদ্বোধন করেন জেলা প্রশাসক। মেলায় পাহাড়ি-বাঙালি বিভিন্ন জাতিগোষ্ঠীর ঐতিহ্যবাহী পিঠাপুলির ২০টি স্টল অংশ নিয়েছে। মেলায় লোকসংগীত ও সাংস্কৃতিক অনুষ্ঠানের আয়োজন করা হয়েছে। মেলা চলবে ৩ ফেব্রুয়ারি পর্যন্ত। [1292,1391,1490,1533]
sgfl-title: নিলাম বিজ্ঞপ্তি [203,1359,416,1403]
erl-address: উত্তর পতেঙ্গা, চট্টগ্রাম-৪২০৪ [280,487,396,498]
table-row [80,1725,542,1757]
brief-item [851,1874,1266,1994]
headline-gangachara-1: গঙ্গাচড়ায় আলুখেতে [640,1257,810,1282]
row-label: দরপত্র বিক্রয়ের শেষ তারিখ ও সময় [109,658,321,675]
kicker-fulbari: স্বস্তিতে ক্রেতারা [1349,1745,1430,1759]
table-row [80,1625,542,1643]
ad-erl-tender [71,431,555,1200]
brief-byline: কিশোরগঞ্জ প্রতিনিধি : [851,1782,954,1795]
brief-text: কিশোরগঞ্জ সরকারি বালক উচ্চ বিদ্যালয়ে বার্ষিক ক্রীড়া প্রতিযোগিতা বুধবার সকালে বিদ্যালয় মাঠে অনুষ্ঠিত হয়েছে। জেলা প্রশাসক মোহাম্মদ আবুল কালাম আজাদ প্রধান অতিথি হিসেবে উপস্থিত থেকে প্রতিযোগিতার উদ্বোধন করেন। বিকালে বিজয়ীদের মধ্যে পুরস্কার বিতরণ করা হয়। [851,1782,1266,1838]
erl-table [79,536,542,966]
row-number: ১৩ [80,1828,109,1860]
briefs-banner-text: সংবাদ সংক্ষেপ [1014,1583,1140,1608]
caption-text: বেড়া (পাবনা) : অবাধে চলাচল করছে তিন চাকার অবৈধ নছিমন-করিমন। ছবিটি বেড়া বাসস্ট্যান্ড থেকে তোলা [841,651,1303,664]
sgfl-signature [338,2232,534,2275]
story-bandarban [1292,1368,1490,1674]
headline-saidpur-1: সৈয়দপুর শহর পরিচ্ছন্ন [638,1684,812,1707]
